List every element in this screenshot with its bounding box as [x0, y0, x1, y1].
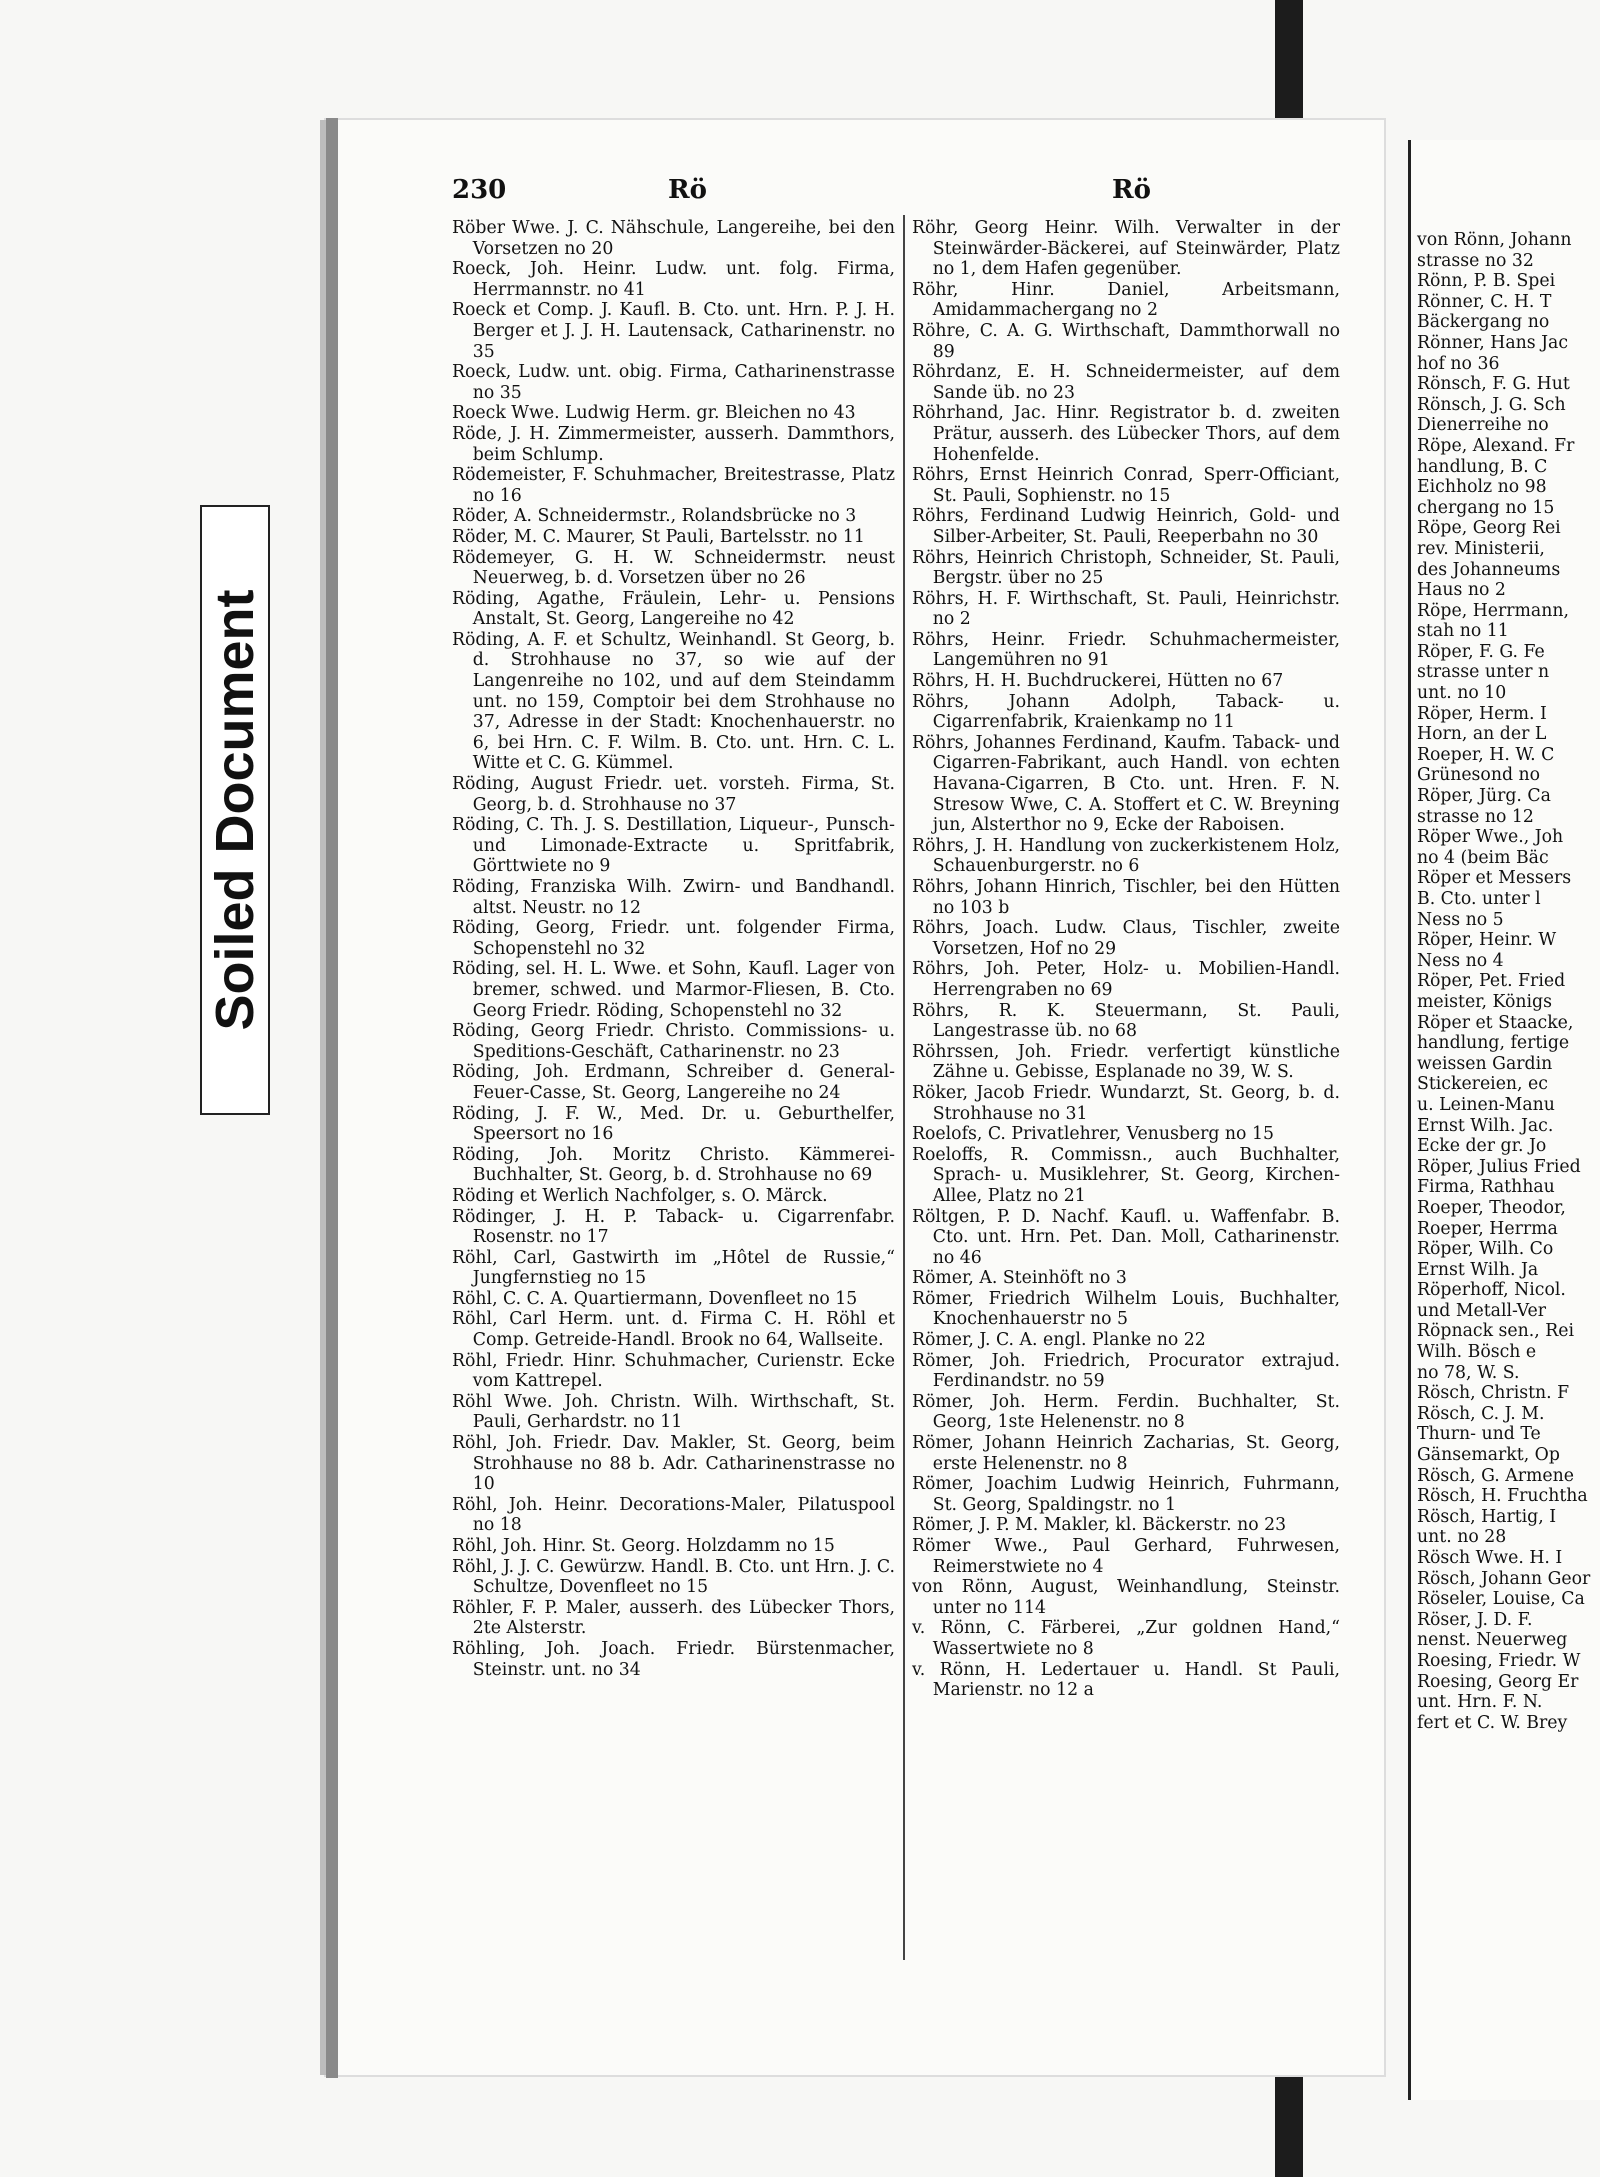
- cut-off-line: Röper et Staacke,: [1417, 1012, 1574, 1033]
- column-divider: [903, 215, 905, 1960]
- cut-off-line: Stickereien, ec: [1417, 1074, 1548, 1095]
- cut-off-line: Thurn- und Te: [1417, 1424, 1541, 1445]
- directory-entry: Röding, Agathe, Fräulein, Lehr- u. Pensions Anstalt, St. Georg, Langereihe no 42: [452, 588, 895, 630]
- directory-entry: Röhl Wwe. Joh. Christn. Wilh. Wirthschaft, St. Pauli, Gerhardstr. no 11: [452, 1391, 895, 1433]
- cut-off-line: Röper, Herm. I: [1417, 703, 1547, 724]
- directory-entry: Röding, August Friedr. uet. vorsteh. Firma, St. Georg, b. d. Strohhause no 37: [452, 774, 895, 815]
- directory-entry: Röhrs, H. F. Wirthschaft, St. Pauli, Heinrichstr. no 2: [912, 588, 1340, 630]
- directory-entry: Röding, J. F. W., Med. Dr. u. Geburthelfer, Speersort no 16: [452, 1103, 895, 1145]
- cut-off-line: strasse no 12: [1417, 806, 1534, 827]
- directory-entry: Röding, Joh. Moritz Christo. Kämmerei-Buchhalter, St. Georg, b. d. Strohhause no 69: [452, 1144, 895, 1186]
- cut-off-line: Rösch, Hartig, I: [1417, 1506, 1557, 1527]
- directory-entry: Roeck et Comp. J. Kaufl. B. Cto. unt. Hrn. P. J. H. Berger et J. J. H. Lautensack, Catharinenstr. no 35: [452, 300, 895, 362]
- cut-off-line: von Rönn, Johann: [1417, 230, 1572, 250]
- cut-off-line: Grünesond no: [1417, 765, 1541, 786]
- directory-entry: Roeck, Ludw. unt. obig. Firma, Catharinenstrasse no 35: [452, 362, 895, 403]
- cut-off-line: Ernst Wilh. Ja: [1417, 1259, 1539, 1280]
- cut-off-line: stah no 11: [1417, 621, 1509, 642]
- directory-entry: Römer, A. Steinhöft no 3: [912, 1268, 1127, 1289]
- cut-off-line: handlung, B. C: [1417, 456, 1548, 477]
- cut-off-line: Firma, Rathhau: [1417, 1177, 1555, 1198]
- cut-off-line: Roeper, Theodor,: [1417, 1197, 1566, 1218]
- cut-off-line: Ness no 4: [1417, 950, 1504, 971]
- cut-off-line: des Johanneums: [1417, 559, 1561, 580]
- directory-entry: v. Rönn, H. Ledertauer u. Handl. St Pauli, Marienstr. no 12 a: [912, 1659, 1340, 1701]
- page-number: 230: [452, 175, 507, 205]
- cut-off-line: Röpe, Herrmann,: [1417, 600, 1569, 621]
- cut-off-line: Rösch, Christn. F: [1417, 1383, 1570, 1404]
- directory-entry: Röhrs, Joh. Peter, Holz- u. Mobilien-Handl. Herrengraben no 69: [912, 959, 1340, 1000]
- directory-entry: Röhler, F. P. Maler, ausserh. des Lübecker Thors, 2te Alsterstr.: [452, 1597, 895, 1639]
- cut-off-line: Gänsemarkt, Op: [1417, 1445, 1560, 1466]
- directory-entry: Röder, A. Schneidermstr., Rolandsbrücke no 3: [452, 506, 857, 527]
- directory-entry: Röhl, Joh. Friedr. Dav. Makler, St. Georg, beim Strohhause no 88 b. Adr. Catharinenstrasse no 10: [452, 1433, 895, 1495]
- directory-entry: Röding et Werlich Nachfolger, s. O. Märck.: [452, 1185, 828, 1206]
- directory-entry: Röding, sel. H. L. Wwe. et Sohn, Kaufl. Lager von bremer, schwed. und Marmor-Fliesen, B. Cto. Georg Friedr. Röding, Schopenstehl no 32: [452, 959, 895, 1021]
- soiled-document-stamp: [200, 505, 270, 1115]
- next-page-fragment: [1408, 140, 1600, 2100]
- cut-off-line: Eichholz no 98: [1417, 477, 1547, 498]
- directory-entry: Röhling, Joh. Joach. Friedr. Bürstenmacher, Steinstr. unt. no 34: [452, 1638, 895, 1680]
- directory-entry: Römer, Joachim Ludwig Heinrich, Fuhrmann, St. Georg, Spaldingstr. no 1: [912, 1474, 1340, 1515]
- directory-entry: Röhl, Friedr. Hinr. Schuhmacher, Curienstr. Ecke vom Kattrepel.: [452, 1350, 895, 1392]
- directory-entry: von Rönn, August, Weinhandlung, Steinstr. unter no 114: [912, 1577, 1340, 1618]
- directory-entry: Röder, M. C. Maurer, St Pauli, Bartelsstr. no 11: [452, 526, 865, 547]
- directory-entry: Roelofs, C. Privatlehrer, Venusberg no 15: [912, 1124, 1274, 1145]
- cut-off-line: Haus no 2: [1417, 580, 1506, 601]
- directory-entry: Röding, A. F. et Schultz, Weinhandl. St Georg, b. d. Strohhause no 37, so wie auf der Langenreihe no 102, und auf dem Steindamm unt. no 159, Comptoir bei dem Strohhause no 37, Adresse in der Stadt: Knochenhauerstr. no 6, bei Hrn. C. F. Wilm. B. Cto. unt. Hrn. C. L. Witte et C. G. Kümmel.: [452, 629, 895, 774]
- cut-off-line: Rösch, C. J. M.: [1417, 1403, 1545, 1424]
- directory-entry: Röhrs, Johann Hinrich, Tischler, bei den Hütten no 103 b: [912, 877, 1340, 918]
- directory-entry: Römer, J. C. A. engl. Planke no 22: [912, 1330, 1206, 1351]
- cut-off-line: Rönsch, J. G. Sch: [1417, 394, 1566, 415]
- directory-entry: Rödemeister, F. Schuhmacher, Breitestrasse, Platz no 16: [452, 465, 895, 506]
- directory-entry: Röhl, Joh. Hinr. St. Georg. Holzdamm no 15: [452, 1536, 835, 1556]
- cut-off-line: B. Cto. unter l: [1417, 889, 1541, 909]
- cut-off-line: Ecke der gr. Jo: [1417, 1136, 1547, 1157]
- cut-off-line: unt. Hrn. F. N.: [1417, 1692, 1543, 1713]
- directory-entry: Röhrs, Ferdinand Ludwig Heinrich, Gold- und Silber-Arbeiter, St. Pauli, Reeperbahn no 30: [912, 506, 1340, 547]
- cut-off-line: handlung, fertige: [1417, 1033, 1570, 1054]
- directory-entry: Römer, Joh. Friedrich, Procurator extrajud. Ferdinandstr. no 59: [912, 1350, 1340, 1392]
- directory-entry: Röhrs, J. H. Handlung von zuckerkistenem Holz, Schauenburgerstr. no 6: [912, 835, 1340, 877]
- cut-off-line: Horn, an der L: [1417, 724, 1547, 745]
- cut-off-line: Rönner, Hans Jac: [1417, 332, 1569, 353]
- directory-entry: Röding, Georg, Friedr. unt. folgender Firma, Schopenstehl no 32: [452, 918, 895, 959]
- cut-off-line: Roesing, Georg Er: [1417, 1671, 1579, 1692]
- cut-off-line: Röperhoff, Nicol.: [1417, 1280, 1566, 1301]
- next-page-column: [1417, 230, 1600, 1733]
- directory-entry: Röhr, Georg Heinr. Wilh. Verwalter in der Steinwärder-Bäckerei, auf Steinwärder, Platz no 1, dem Hafen gegenüber.: [912, 218, 1340, 280]
- directory-entry: Rödinger, J. H. P. Taback- u. Cigarrenfabr. Rosenstr. no 17: [452, 1206, 895, 1248]
- cut-off-line: no 78, W. S.: [1417, 1362, 1520, 1383]
- directory-entry: Röding, Franziska Wilh. Zwirn- und Bandhandl. altst. Neustr. no 12: [452, 877, 895, 918]
- directory-entry: Röhl, Carl, Gastwirth im „Hôtel de Russie,“ Jungfernstieg no 15: [452, 1247, 895, 1289]
- cut-off-line: fert et C. W. Brey: [1417, 1712, 1568, 1733]
- left-column: [452, 218, 895, 1680]
- right-column: [912, 218, 1340, 1701]
- directory-entry: Röhre, C. A. G. Wirthschaft, Dammthorwall no 89: [912, 320, 1340, 362]
- cut-off-line: Röper Wwe., Joh: [1417, 827, 1564, 848]
- cut-off-line: Röper, F. G. Fe: [1417, 641, 1545, 662]
- cut-off-line: Ness no 5: [1417, 909, 1504, 930]
- directory-entry: Römer, Joh. Herm. Ferdin. Buchhalter, St. Georg, 1ste Helenenstr. no 8: [912, 1391, 1340, 1433]
- cut-off-line: Röper et Messers: [1417, 868, 1572, 889]
- directory-entry: Röding, Joh. Erdmann, Schreiber d. General-Feuer-Casse, St. Georg, Langereihe no 24: [452, 1062, 895, 1103]
- directory-entry: Römer, Friedrich Wilhelm Louis, Buchhalter, Knochenhauerstr no 5: [912, 1288, 1340, 1330]
- directory-entry: Röhl, Carl Herm. unt. d. Firma C. H. Röhl et Comp. Getreide-Handl. Brook no 64, Wallseite.: [452, 1309, 895, 1351]
- cut-off-line: Röpnack sen., Rei: [1417, 1321, 1575, 1342]
- cut-off-line: no 4 (beim Bäc: [1417, 847, 1549, 868]
- directory-entry: Röhrs, Heinr. Friedr. Schuhmachermeister, Langemühren no 91: [912, 629, 1340, 671]
- directory-entry: Röhrs, Ernst Heinrich Conrad, Sperr-Officiant, St. Pauli, Sophienstr. no 15: [912, 465, 1340, 506]
- directory-entry: Röber Wwe. J. C. Nähschule, Langereihe, bei den Vorsetzen no 20: [452, 218, 895, 259]
- cut-off-line: Roeper, H. W. C: [1417, 744, 1555, 765]
- header-key-left: Rö: [668, 175, 707, 205]
- directory-entry: Rödemeyer, G. H. W. Schneidermstr. neust Neuerweg, b. d. Vorsetzen über no 26: [452, 547, 895, 589]
- directory-entry: Röltgen, P. D. Nachf. Kaufl. u. Waffenfabr. B. Cto. unt. Hrn. Pet. Dan. Moll, Catharinenstr. no 46: [912, 1206, 1340, 1268]
- cut-off-line: strasse unter n: [1417, 662, 1550, 683]
- cut-off-line: Rösch Wwe. H. I: [1417, 1548, 1563, 1568]
- cut-off-line: und Metall-Ver: [1417, 1300, 1547, 1321]
- cut-off-line: chergang no 15: [1417, 497, 1555, 518]
- directory-entry: Römer, J. P. M. Makler, kl. Bäckerstr. no 23: [912, 1515, 1287, 1536]
- cut-off-line: unt. no 28: [1417, 1527, 1507, 1548]
- directory-entry: Röding, Georg Friedr. Christo. Commissions- u. Speditions-Geschäft, Catharinenstr. no 23: [452, 1021, 895, 1062]
- cut-off-line: Röper, Julius Fried: [1417, 1156, 1581, 1177]
- cut-off-line: Röper, Wilh. Co: [1417, 1239, 1554, 1260]
- cut-off-line: rev. Ministerii,: [1417, 538, 1545, 559]
- cut-off-line: Wilh. Bösch e: [1417, 1342, 1537, 1363]
- directory-entry: Röhrs, H. H. Buchdruckerei, Hütten no 67: [912, 671, 1284, 692]
- directory-entry: Roeloffs, R. Commissn., auch Buchhalter, Sprach- u. Musiklehrer, St. Georg, Kirchen-Allee, Platz no 21: [912, 1144, 1340, 1206]
- cut-off-line: Roeper, Herrma: [1417, 1218, 1558, 1239]
- cut-off-line: Röpe, Alexand. Fr: [1417, 435, 1575, 456]
- directory-entry: Röhrssen, Joh. Friedr. verfertigt künstliche Zähne u. Gebisse, Esplanade no 39, W. S.: [912, 1041, 1340, 1083]
- cut-off-line: Rösch, G. Armene: [1417, 1465, 1574, 1486]
- cut-off-line: Rösch, H. Fruchtha: [1417, 1486, 1588, 1507]
- page-binding: [326, 118, 338, 2078]
- cut-off-line: Rönn, P. B. Spei: [1417, 271, 1556, 292]
- cut-off-line: hof no 36: [1417, 353, 1500, 374]
- cut-off-line: meister, Königs: [1417, 991, 1552, 1012]
- directory-entry: Röhrs, Joach. Ludw. Claus, Tischler, zweite Vorsetzen, Hof no 29: [912, 918, 1340, 959]
- directory-entry: Römer Wwe., Paul Gerhard, Fuhrwesen, Reimerstwiete no 4: [912, 1536, 1340, 1577]
- directory-entry: v. Rönn, C. Färberei, „Zur goldnen Hand,“ Wassertwiete no 8: [912, 1618, 1340, 1659]
- directory-entry: Röhrhand, Jac. Hinr. Registrator b. d. zweiten Prätur, ausserh. des Lübecker Thors, auf dem Hohenfelde.: [912, 403, 1340, 465]
- cut-off-line: Rönner, C. H. T: [1417, 291, 1552, 312]
- directory-entry: Röhr, Hinr. Daniel, Arbeitsmann, Amidammachergang no 2: [912, 279, 1340, 321]
- cut-off-line: Röper, Jürg. Ca: [1417, 786, 1551, 807]
- directory-entry: Röhl, J. J. C. Gewürzw. Handl. B. Cto. unt Hrn. J. C. Schultze, Dovenfleet no 15: [452, 1556, 895, 1598]
- stamp-text: Soiled Document: [205, 589, 265, 1031]
- cut-off-line: Röper, Heinr. W: [1417, 930, 1557, 951]
- directory-entry: Röhrs, R. K. Steuermann, St. Pauli, Langestrasse üb. no 68: [912, 1000, 1340, 1042]
- cut-off-line: Röseler, Louise, Ca: [1417, 1589, 1585, 1610]
- cut-off-line: Dienerreihe no: [1417, 415, 1549, 436]
- cut-off-line: weissen Gardin: [1417, 1053, 1553, 1074]
- directory-entry: Röding, C. Th. J. S. Destillation, Liqueur-, Punsch- und Limonade-Extracte u. Spritfabrik, Görttwiete no 9: [452, 815, 895, 877]
- cut-off-line: Rösch, Johann Geor: [1417, 1568, 1591, 1589]
- header-key-right: Rö: [1112, 175, 1151, 205]
- directory-entry: Roeck Wwe. Ludwig Herm. gr. Bleichen no 43: [452, 403, 856, 424]
- directory-entry: Römer, Johann Heinrich Zacharias, St. Georg, erste Helenenstr. no 8: [912, 1433, 1340, 1474]
- cut-off-line: unt. no 10: [1417, 683, 1507, 704]
- cut-off-line: nenst. Neuerweg: [1417, 1630, 1568, 1651]
- cut-off-line: Röper, Pet. Fried: [1417, 971, 1566, 992]
- cut-off-line: Ernst Wilh. Jac.: [1417, 1115, 1554, 1136]
- cut-off-line: Bäckergang no: [1417, 312, 1550, 333]
- directory-entry: Röker, Jacob Friedr. Wundarzt, St. Georg, b. d. Strohhause no 31: [912, 1082, 1340, 1124]
- cut-off-line: u. Leinen-Manu: [1417, 1094, 1555, 1115]
- directory-entry: Roeck, Joh. Heinr. Ludw. unt. folg. Firma, Herrmannstr. no 41: [452, 259, 895, 300]
- cut-off-line: Röpe, Georg Rei: [1417, 518, 1561, 539]
- directory-entry: Röhl, C. C. A. Quartiermann, Dovenfleet no 15: [452, 1288, 858, 1309]
- cut-off-line: Rönsch, F. G. Hut: [1417, 374, 1570, 395]
- directory-entry: Röhl, Joh. Heinr. Decorations-Maler, Pilatuspool no 18: [452, 1494, 895, 1536]
- directory-entry: Röhrs, Johannes Ferdinand, Kaufm. Taback- und Cigarren-Fabrikant, auch Handl. von echten Havana-Cigarren, B Cto. unt. Hren. F. N. Stresow Wwe, C. A. Stoffert et C. W. Breyning jun, Alsterthor no 9, Ecke der Raboisen.: [912, 732, 1340, 836]
- directory-entry: Röhrdanz, E. H. Schneidermeister, auf dem Sande üb. no 23: [912, 362, 1340, 403]
- directory-entry: Röhrs, Johann Adolph, Taback- u. Cigarrenfabrik, Kraienkamp no 11: [912, 691, 1340, 733]
- directory-entry: Röde, J. H. Zimmermeister, ausserh. Dammthors, beim Schlump.: [452, 423, 895, 465]
- cut-off-line: Roesing, Friedr. W: [1417, 1650, 1581, 1671]
- cut-off-line: Röser, J. D. F.: [1417, 1609, 1533, 1630]
- cut-off-line: strasse no 32: [1417, 250, 1534, 271]
- directory-entry: Röhrs, Heinrich Christoph, Schneider, St. Pauli, Bergstr. über no 25: [912, 547, 1340, 589]
